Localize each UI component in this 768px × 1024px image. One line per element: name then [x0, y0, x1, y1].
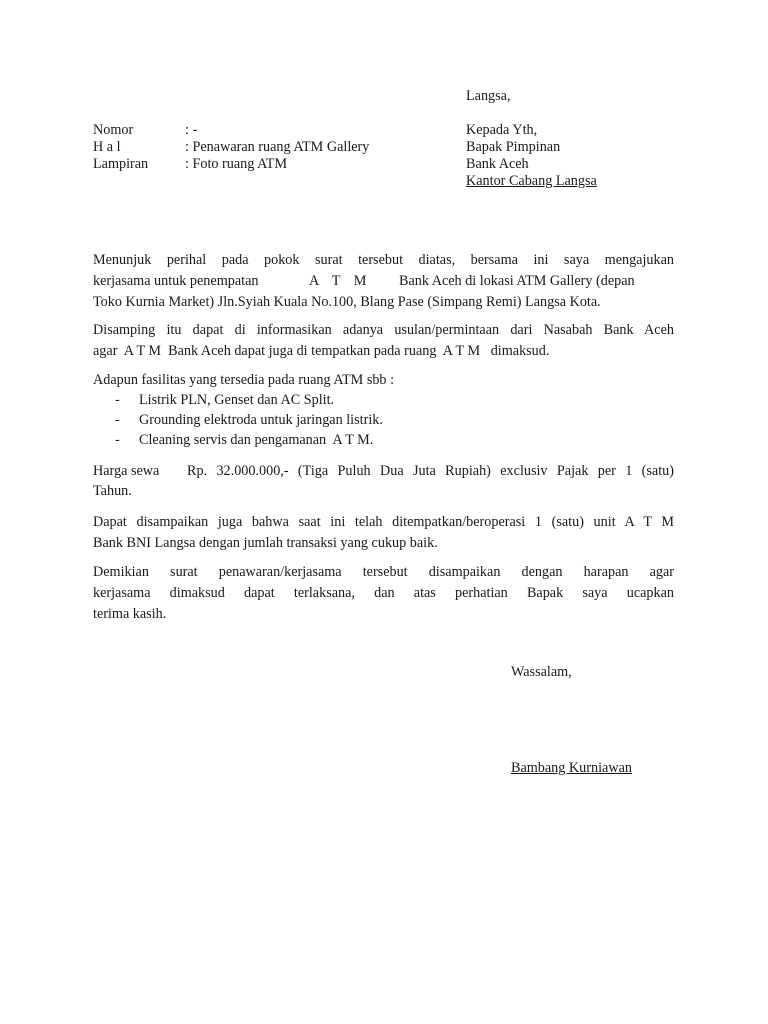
list-item-text: Cleaning servis dan pengamanan A T M.: [139, 432, 374, 448]
paragraph-request: [93, 320, 674, 362]
recipient-title: Bapak Pimpinan: [466, 139, 561, 155]
paragraph-fragment: Bank Aceh di lokasi ATM Gallery (depan: [399, 272, 635, 289]
list-item-text: Grounding elektroda untuk jaringan listrik.: [139, 412, 383, 428]
meta-label: Lampiran: [93, 156, 149, 172]
paragraph-line: kerjasama dimaksud dapat terlaksana, dan atas perhatian Bapak saya ucapkan: [93, 584, 674, 601]
price-value: Rp. 32.000.000,- (Tiga Puluh Dua Juta Rupiah) exclusiv Pajak per 1 (satu): [187, 463, 674, 479]
facilities-intro: Adapun fasilitas yang tersedia pada ruang ATM sbb :: [93, 372, 395, 388]
meta-value: : Foto ruang ATM: [185, 156, 288, 172]
signatory-name: Bambang Kurniawan: [511, 760, 632, 776]
paragraph-line: Toko Kurnia Market) Jln.Syiah Kuala No.100, Blang Pase (Simpang Remi) Langsa Kota.: [93, 293, 601, 310]
paragraph-existing-unit: [93, 512, 674, 554]
price-period: Tahun.: [93, 483, 132, 499]
price-label: Harga sewa: [93, 463, 160, 479]
meta-label: Nomor: [93, 122, 134, 138]
atm-term: A T M: [309, 272, 372, 289]
paragraph-fragment: kerjasama untuk penempatan: [93, 272, 259, 289]
paragraph-line: Disamping itu dapat di informasikan adanya usulan/permintaan dari Nasabah Bank Aceh: [93, 322, 674, 338]
bullet-dash: -: [115, 392, 120, 408]
list-item-text: Listrik PLN, Genset dan AC Split.: [139, 392, 335, 408]
letter-place: Langsa,: [466, 88, 511, 104]
paragraph-closing: [93, 562, 674, 624]
bullet-dash: -: [115, 412, 120, 428]
paragraph-intro: [93, 250, 674, 312]
paragraph-line: Dapat disampaikan juga bahwa saat ini telah ditempatkan/beroperasi 1 (satu) unit A T M: [93, 514, 674, 530]
paragraph-line: agar A T M Bank Aceh dapat juga di tempatkan pada ruang A T M dimaksud.: [93, 342, 550, 359]
paragraph-line: Menunjuk perihal pada pokok surat tersebut diatas, bersama ini saya mengajukan: [93, 252, 674, 268]
paragraph-line: [93, 271, 674, 292]
paragraph-line: Bank BNI Langsa dengan jumlah transaksi yang cukup baik.: [93, 534, 438, 551]
closing-salutation: Wassalam,: [511, 664, 572, 680]
meta-value: : Penawaran ruang ATM Gallery: [185, 139, 370, 155]
paragraph-line: terima kasih.: [93, 605, 167, 622]
meta-value: : -: [185, 122, 198, 138]
recipient-bank: Bank Aceh: [466, 156, 529, 172]
recipient-branch: Kantor Cabang Langsa: [466, 173, 597, 189]
paragraph-line: Demikian surat penawaran/kerjasama tersebut disampaikan dengan harapan agar: [93, 564, 674, 580]
recipient-greeting: Kepada Yth,: [466, 122, 538, 138]
bullet-dash: -: [115, 432, 120, 448]
meta-label: H a l: [93, 139, 121, 155]
